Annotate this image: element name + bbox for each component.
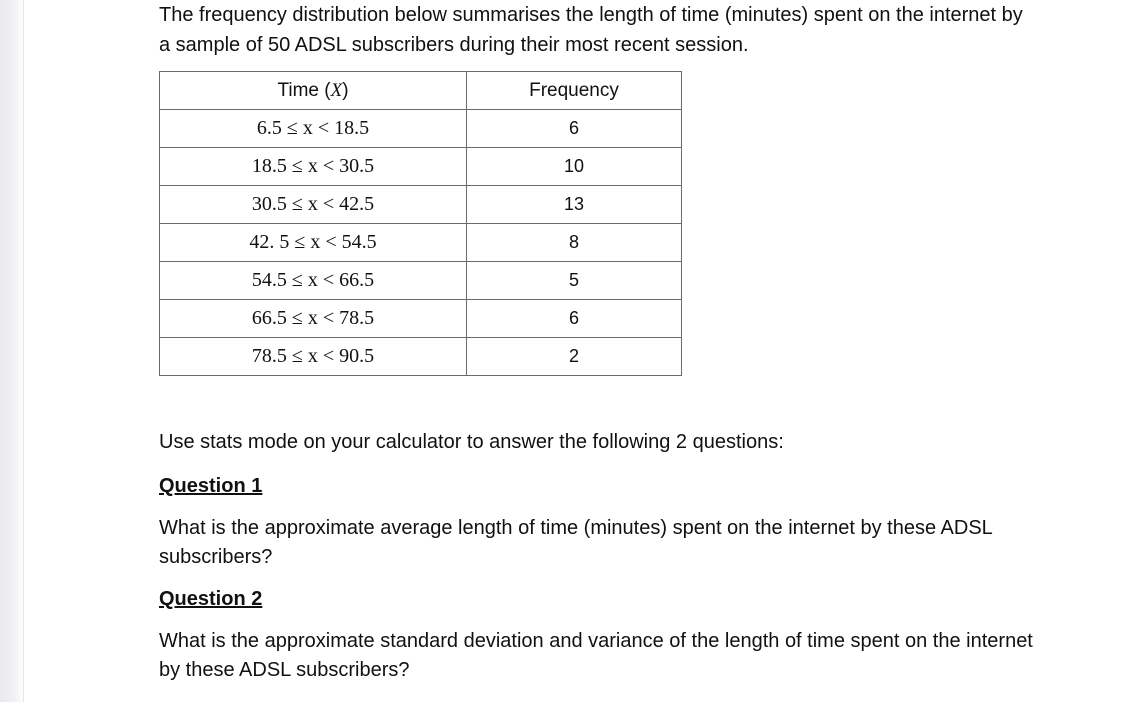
- table-row: [160, 148, 682, 186]
- page-left-edge: [0, 0, 24, 702]
- time-column-header: [160, 72, 467, 110]
- time-header-suffix: ): [342, 79, 349, 101]
- intro-paragraph: The frequency distribution below summarises the length of time (minutes) spent on the internet by a sample of 50 ADSL subscribers during their most recent session.: [159, 4, 1023, 56]
- time-interval-cell: 42. 5 ≤ x < 54.5: [160, 224, 467, 262]
- frequency-cell: 2: [467, 338, 682, 376]
- time-interval-cell: 30.5 ≤ x < 42.5: [160, 186, 467, 224]
- time-header-variable: X: [330, 79, 343, 101]
- frequency-cell: 6: [467, 300, 682, 338]
- time-interval-cell: 6.5 ≤ x < 18.5: [160, 110, 467, 148]
- table-row: [160, 262, 682, 300]
- question-2-text: What is the approximate standard deviation and variance of the length of time spent on the internet by these ADSL subscribers?: [159, 630, 1033, 681]
- instruction-text: Use stats mode on your calculator to answer the following 2 questions:: [159, 431, 784, 453]
- table-header-row: [160, 72, 682, 110]
- question-2-heading: Question 2: [159, 588, 263, 610]
- frequency-cell: 6: [467, 110, 682, 148]
- time-interval-cell: 18.5 ≤ x < 30.5: [160, 148, 467, 186]
- frequency-cell: 5: [467, 262, 682, 300]
- frequency-cell: 8: [467, 224, 682, 262]
- table-row: [160, 186, 682, 224]
- time-interval-cell: 54.5 ≤ x < 66.5: [160, 262, 467, 300]
- frequency-cell: 13: [467, 186, 682, 224]
- frequency-table: [159, 71, 682, 376]
- question-1-heading: Question 1: [159, 475, 263, 497]
- question-1-text: What is the approximate average length of time (minutes) spent on the internet by these ADSL subscribers?: [159, 517, 993, 568]
- frequency-cell: 10: [467, 148, 682, 186]
- time-header-prefix: Time (: [277, 79, 331, 101]
- table-row: [160, 224, 682, 262]
- time-interval-cell: 66.5 ≤ x < 78.5: [160, 300, 467, 338]
- table-row: [160, 300, 682, 338]
- frequency-column-header: Frequency: [467, 72, 682, 110]
- table-row: [160, 110, 682, 148]
- time-interval-cell: 78.5 ≤ x < 90.5: [160, 338, 467, 376]
- table-row: [160, 338, 682, 376]
